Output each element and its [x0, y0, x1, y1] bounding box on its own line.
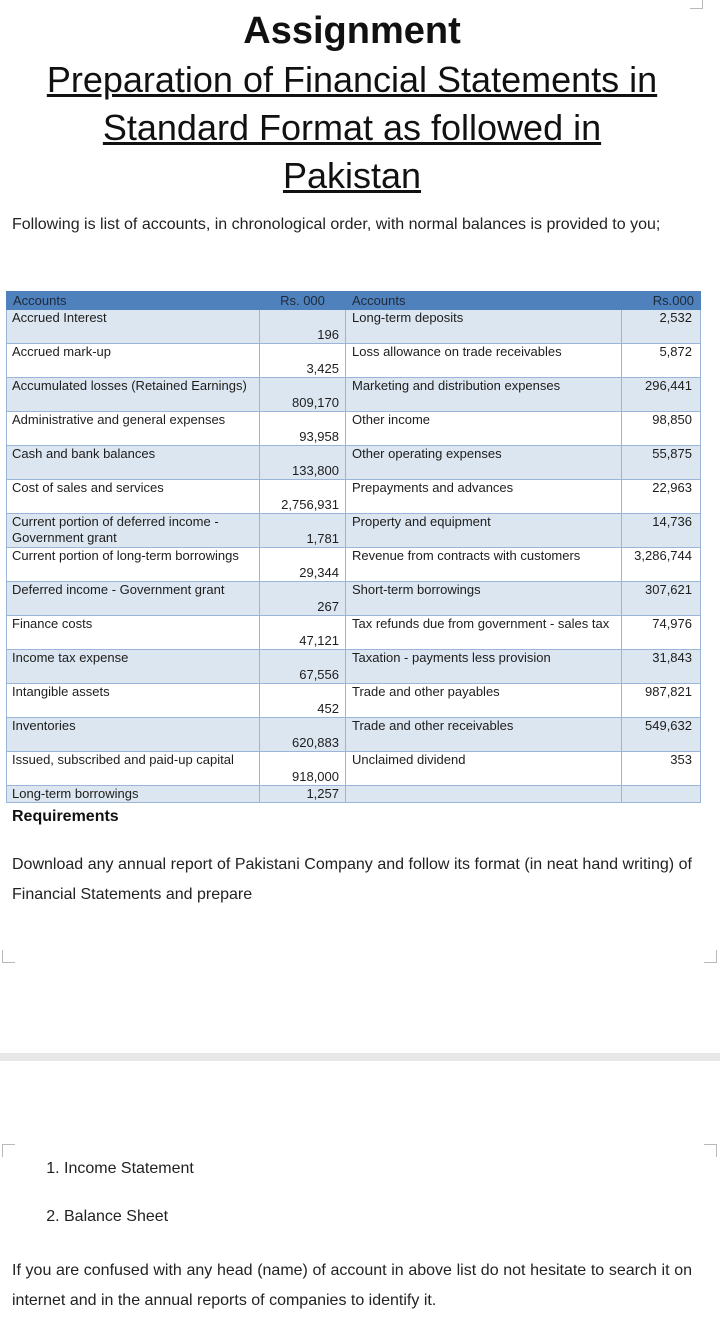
account-name-2: Other operating expenses: [346, 446, 622, 480]
amount-rs-000: 47,121: [260, 616, 346, 650]
amount-rs-000-2: [622, 786, 701, 803]
account-name-2: Property and equipment: [346, 514, 622, 548]
amount-rs-000: 918,000: [260, 752, 346, 786]
amount-rs-000: 3,425: [260, 344, 346, 378]
account-name: Accrued mark-up: [7, 344, 260, 378]
table-row: [7, 582, 701, 616]
amount-rs-000: 93,958: [260, 412, 346, 446]
header-rs-000-2: Rs.000: [622, 292, 701, 310]
account-name-2: Marketing and distribution expenses: [346, 378, 622, 412]
account-name: Cost of sales and services: [7, 480, 260, 514]
account-name-2: Unclaimed dividend: [346, 752, 622, 786]
account-name: Accumulated losses (Retained Earnings): [7, 378, 260, 412]
account-name-2: Loss allowance on trade receivables: [346, 344, 622, 378]
account-name-2: Revenue from contracts with customers: [346, 548, 622, 582]
header-rs-000: Rs. 000: [260, 292, 346, 310]
amount-rs-000: 133,800: [260, 446, 346, 480]
amount-rs-000-2: 55,875: [622, 446, 701, 480]
account-name-2: [346, 786, 622, 803]
table-row: [7, 548, 701, 582]
amount-rs-000: 29,344: [260, 548, 346, 582]
page-corner-mark: [2, 950, 15, 963]
intro-paragraph: Following is list of accounts, in chronological order, with normal balances is provided to you;: [12, 216, 661, 233]
document-page-2: [0, 1061, 720, 1320]
amount-rs-000-2: 22,963: [622, 480, 701, 514]
amount-rs-000-2: 307,621: [622, 582, 701, 616]
subtitle-line: Standard Format as followed in: [102, 107, 602, 148]
document-subtitle: [0, 56, 704, 200]
table-row: [7, 718, 701, 752]
page-corner-mark: [2, 1144, 15, 1157]
amount-rs-000-2: 3,286,744: [622, 548, 701, 582]
amount-rs-000-2: 98,850: [622, 412, 701, 446]
account-name: Intangible assets: [7, 684, 260, 718]
account-name: Inventories: [7, 718, 260, 752]
account-name-2: Prepayments and advances: [346, 480, 622, 514]
account-name: Deferred income - Government grant: [7, 582, 260, 616]
account-name: Income tax expense: [7, 650, 260, 684]
account-name-2: Trade and other receivables: [346, 718, 622, 752]
table-row: [7, 378, 701, 412]
amount-rs-000-2: 353: [622, 752, 701, 786]
account-name: Accrued Interest: [7, 310, 260, 344]
list-item: 1. Income Statement: [64, 1158, 194, 1206]
account-name: Current portion of deferred income - Government grant: [7, 514, 260, 548]
document-title: Assignment: [243, 10, 461, 52]
table-row: [7, 480, 701, 514]
table-row: [7, 650, 701, 684]
amount-rs-000-2: 14,736: [622, 514, 701, 548]
table-row: [7, 684, 701, 718]
account-name-2: Taxation - payments less provision: [346, 650, 622, 684]
account-name-2: Long-term deposits: [346, 310, 622, 344]
table-row: [7, 344, 701, 378]
subtitle-line: Preparation of Financial Statements in: [46, 59, 658, 100]
account-name: Cash and bank balances: [7, 446, 260, 480]
amount-rs-000: 196: [260, 310, 346, 344]
page-separator: [0, 1053, 720, 1061]
amount-rs-000: 1,257: [260, 786, 346, 803]
table-row: [7, 412, 701, 446]
amount-rs-000: 809,170: [260, 378, 346, 412]
account-name: Current portion of long-term borrowings: [7, 548, 260, 582]
amount-rs-000: 1,781: [260, 514, 346, 548]
amount-rs-000: 620,883: [260, 718, 346, 752]
final-note: If you are confused with any head (name) of account in above list do not hesitate to search it on internet and in the annual reports of companies to identify it.: [12, 1262, 692, 1309]
list-item: 2. Balance Sheet: [64, 1206, 194, 1254]
amount-rs-000-2: 31,843: [622, 650, 701, 684]
account-name: Finance costs: [7, 616, 260, 650]
table-row: [7, 446, 701, 480]
page-corner-mark: [704, 950, 717, 963]
account-name: Long-term borrowings: [7, 786, 260, 803]
account-name: Issued, subscribed and paid-up capital: [7, 752, 260, 786]
amount-rs-000-2: 296,441: [622, 378, 701, 412]
requirements-text: Download any annual report of Pakistani Company and follow its format (in neat hand writing) of Financial Statements and prepare: [12, 856, 692, 903]
requirements-heading: Requirements: [12, 808, 119, 825]
header-accounts-2: Accounts: [346, 292, 622, 310]
account-name-2: Short-term borrowings: [346, 582, 622, 616]
amount-rs-000-2: 74,976: [622, 616, 701, 650]
accounts-table: [6, 291, 701, 803]
account-name-2: Trade and other payables: [346, 684, 622, 718]
table-row: [7, 786, 701, 803]
amount-rs-000: 452: [260, 684, 346, 718]
account-name: Administrative and general expenses: [7, 412, 260, 446]
table-header-row: [7, 292, 701, 310]
account-name-2: Other income: [346, 412, 622, 446]
page-corner-mark: [704, 1144, 717, 1157]
amount-rs-000: 2,756,931: [260, 480, 346, 514]
table-row: [7, 514, 701, 548]
amount-rs-000: 67,556: [260, 650, 346, 684]
amount-rs-000-2: 5,872: [622, 344, 701, 378]
table-row: [7, 616, 701, 650]
amount-rs-000-2: 2,532: [622, 310, 701, 344]
amount-rs-000-2: 549,632: [622, 718, 701, 752]
subtitle-line: Pakistan: [282, 155, 422, 196]
requirements-list: [38, 1158, 194, 1254]
table-row: [7, 752, 701, 786]
account-name-2: Tax refunds due from government - sales tax: [346, 616, 622, 650]
header-accounts: Accounts: [7, 292, 260, 310]
amount-rs-000: 267: [260, 582, 346, 616]
amount-rs-000-2: 987,821: [622, 684, 701, 718]
table-row: [7, 310, 701, 344]
